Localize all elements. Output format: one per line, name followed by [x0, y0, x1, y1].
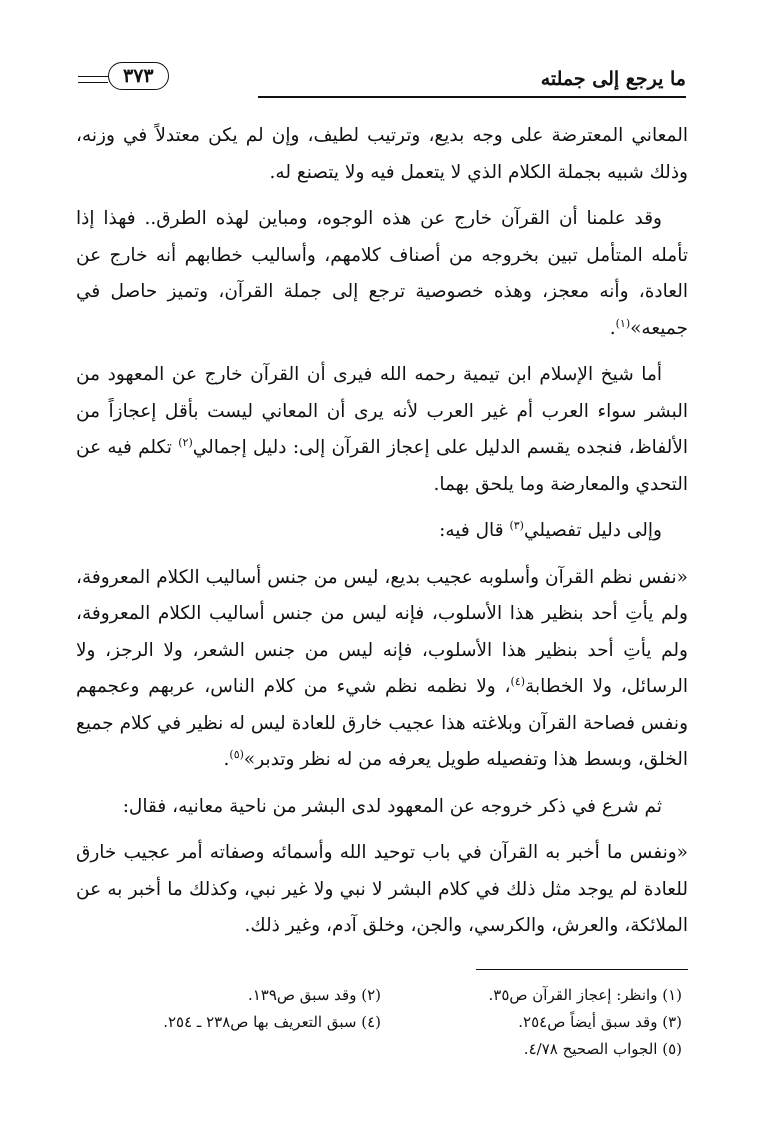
footnote: (٤) سبق التعريف بها ص٢٣٨ ـ ٢٥٤.	[163, 1013, 381, 1031]
footnote-row	[80, 982, 682, 1009]
header-rule	[78, 76, 108, 77]
footnote-row	[80, 1036, 682, 1063]
footnote-mark: (٢)	[178, 435, 193, 449]
footnote-separator	[476, 969, 688, 970]
footnote-mark: (٤)	[510, 674, 526, 688]
running-title: ما يرجع إلى جملته	[540, 68, 686, 90]
quote-paragraph: «ونفس ما أخبر به القرآن في باب توحيد الله وأسمائه وصفاته أمر عجيب خارق للعادة لم يوجد مثل ذلك في كلام البشر لا نبي ولا غير نبي، وكذلك ما أخبر به عن الملائكة، والعرش، والكرسي، والجن، وخلق آدم، وغير ذلك.	[76, 842, 688, 936]
page-header	[78, 58, 686, 104]
quote-paragraph: «نفس نظم القرآن وأسلوبه عجيب بديع، ليس من جنس أساليب الكلام المعروفة، ولم يأتِ أحد بنظير هذا الأسلوب، فإنه ليس من جنس أساليب الكلام المعروفة، ولم يأتِ أحد بنظير هذا الأسلوب، فإنه ليس من جنس الشعر، ولا الرجز، ولا الرسائل، ولا الخطابة$^{(٤)}$، ولا نظمه نظم شيء من كلام الناس، عربهم وعجمهم ونفس فصاحة القرآن وبلاغته هذا عجيب خارق للعادة ليس له نظير في كلام جميع الخلق، وبسط هذا وتفصيله طويل يعرفه من له نظر وتدبر»$^{(٥)}$.	[76, 566, 688, 770]
footnote-mark: (٥)	[229, 747, 244, 761]
paragraph: أما شيخ الإسلام ابن تيمية رحمه الله فيرى أن القرآن خارج عن المعهود من البشر سواء العرب أم غير العرب لأنه يرى أن المعاني ليست بأقل إعجازاً من الألفاظ، فنجده يقسم الدليل على إعجاز القرآن إلى: دليل إجمالي$^{(٢)}$ تكلم فيه عن التحدي والمعارضة وما يلحق بهما.	[76, 364, 689, 495]
body-text	[76, 118, 688, 955]
paragraph: المعاني المعترضة على وجه بديع، وترتيب لطيف، وإن لم يكن معتدلاً في وزنه، وذلك شبيه بجملة الكلام الذي لا يتعمل فيه ولا يتصنع له.	[76, 125, 688, 183]
page-number: ٣٧٣	[108, 62, 169, 90]
paragraph: ثم شرع في ذكر خروجه عن المعهود لدى البشر من ناحية معانيه، فقال:	[122, 795, 662, 817]
footnote-mark: (١)	[615, 316, 631, 330]
footnote: (٥) الجواب الصحيح ٤/٧٨.	[523, 1040, 682, 1058]
paragraph: وقد علمنا أن القرآن خارج عن هذه الوجوه، ومباين لهذه الطرق.. فهذا إذا تأمله المتأمل تبين بخروجه من أصناف كلامهم، وأساليب خطابهم أنه خارج عن العادة، وأنه معجز، وهذه خصوصية ترجع إلى جملة القرآن، وتميز حاصل في جميعه»$^{(١)}$.	[76, 208, 688, 339]
footnotes	[80, 982, 682, 1063]
footnote-row	[80, 1009, 682, 1036]
footnote: (٣) وقد سبق أيضاً ص٢٥٤.	[518, 1013, 682, 1031]
footnote: (١) وانظر: إعجاز القرآن ص٣٥.	[488, 986, 682, 1004]
footnote-mark: (٣)	[509, 518, 524, 532]
footnote: (٢) وقد سبق ص١٣٩.	[247, 986, 381, 1004]
paragraph: وإلى دليل تفصيلي$^{(٣)}$ قال فيه:	[439, 518, 662, 541]
header-rule	[258, 96, 686, 98]
header-rule	[78, 82, 108, 83]
